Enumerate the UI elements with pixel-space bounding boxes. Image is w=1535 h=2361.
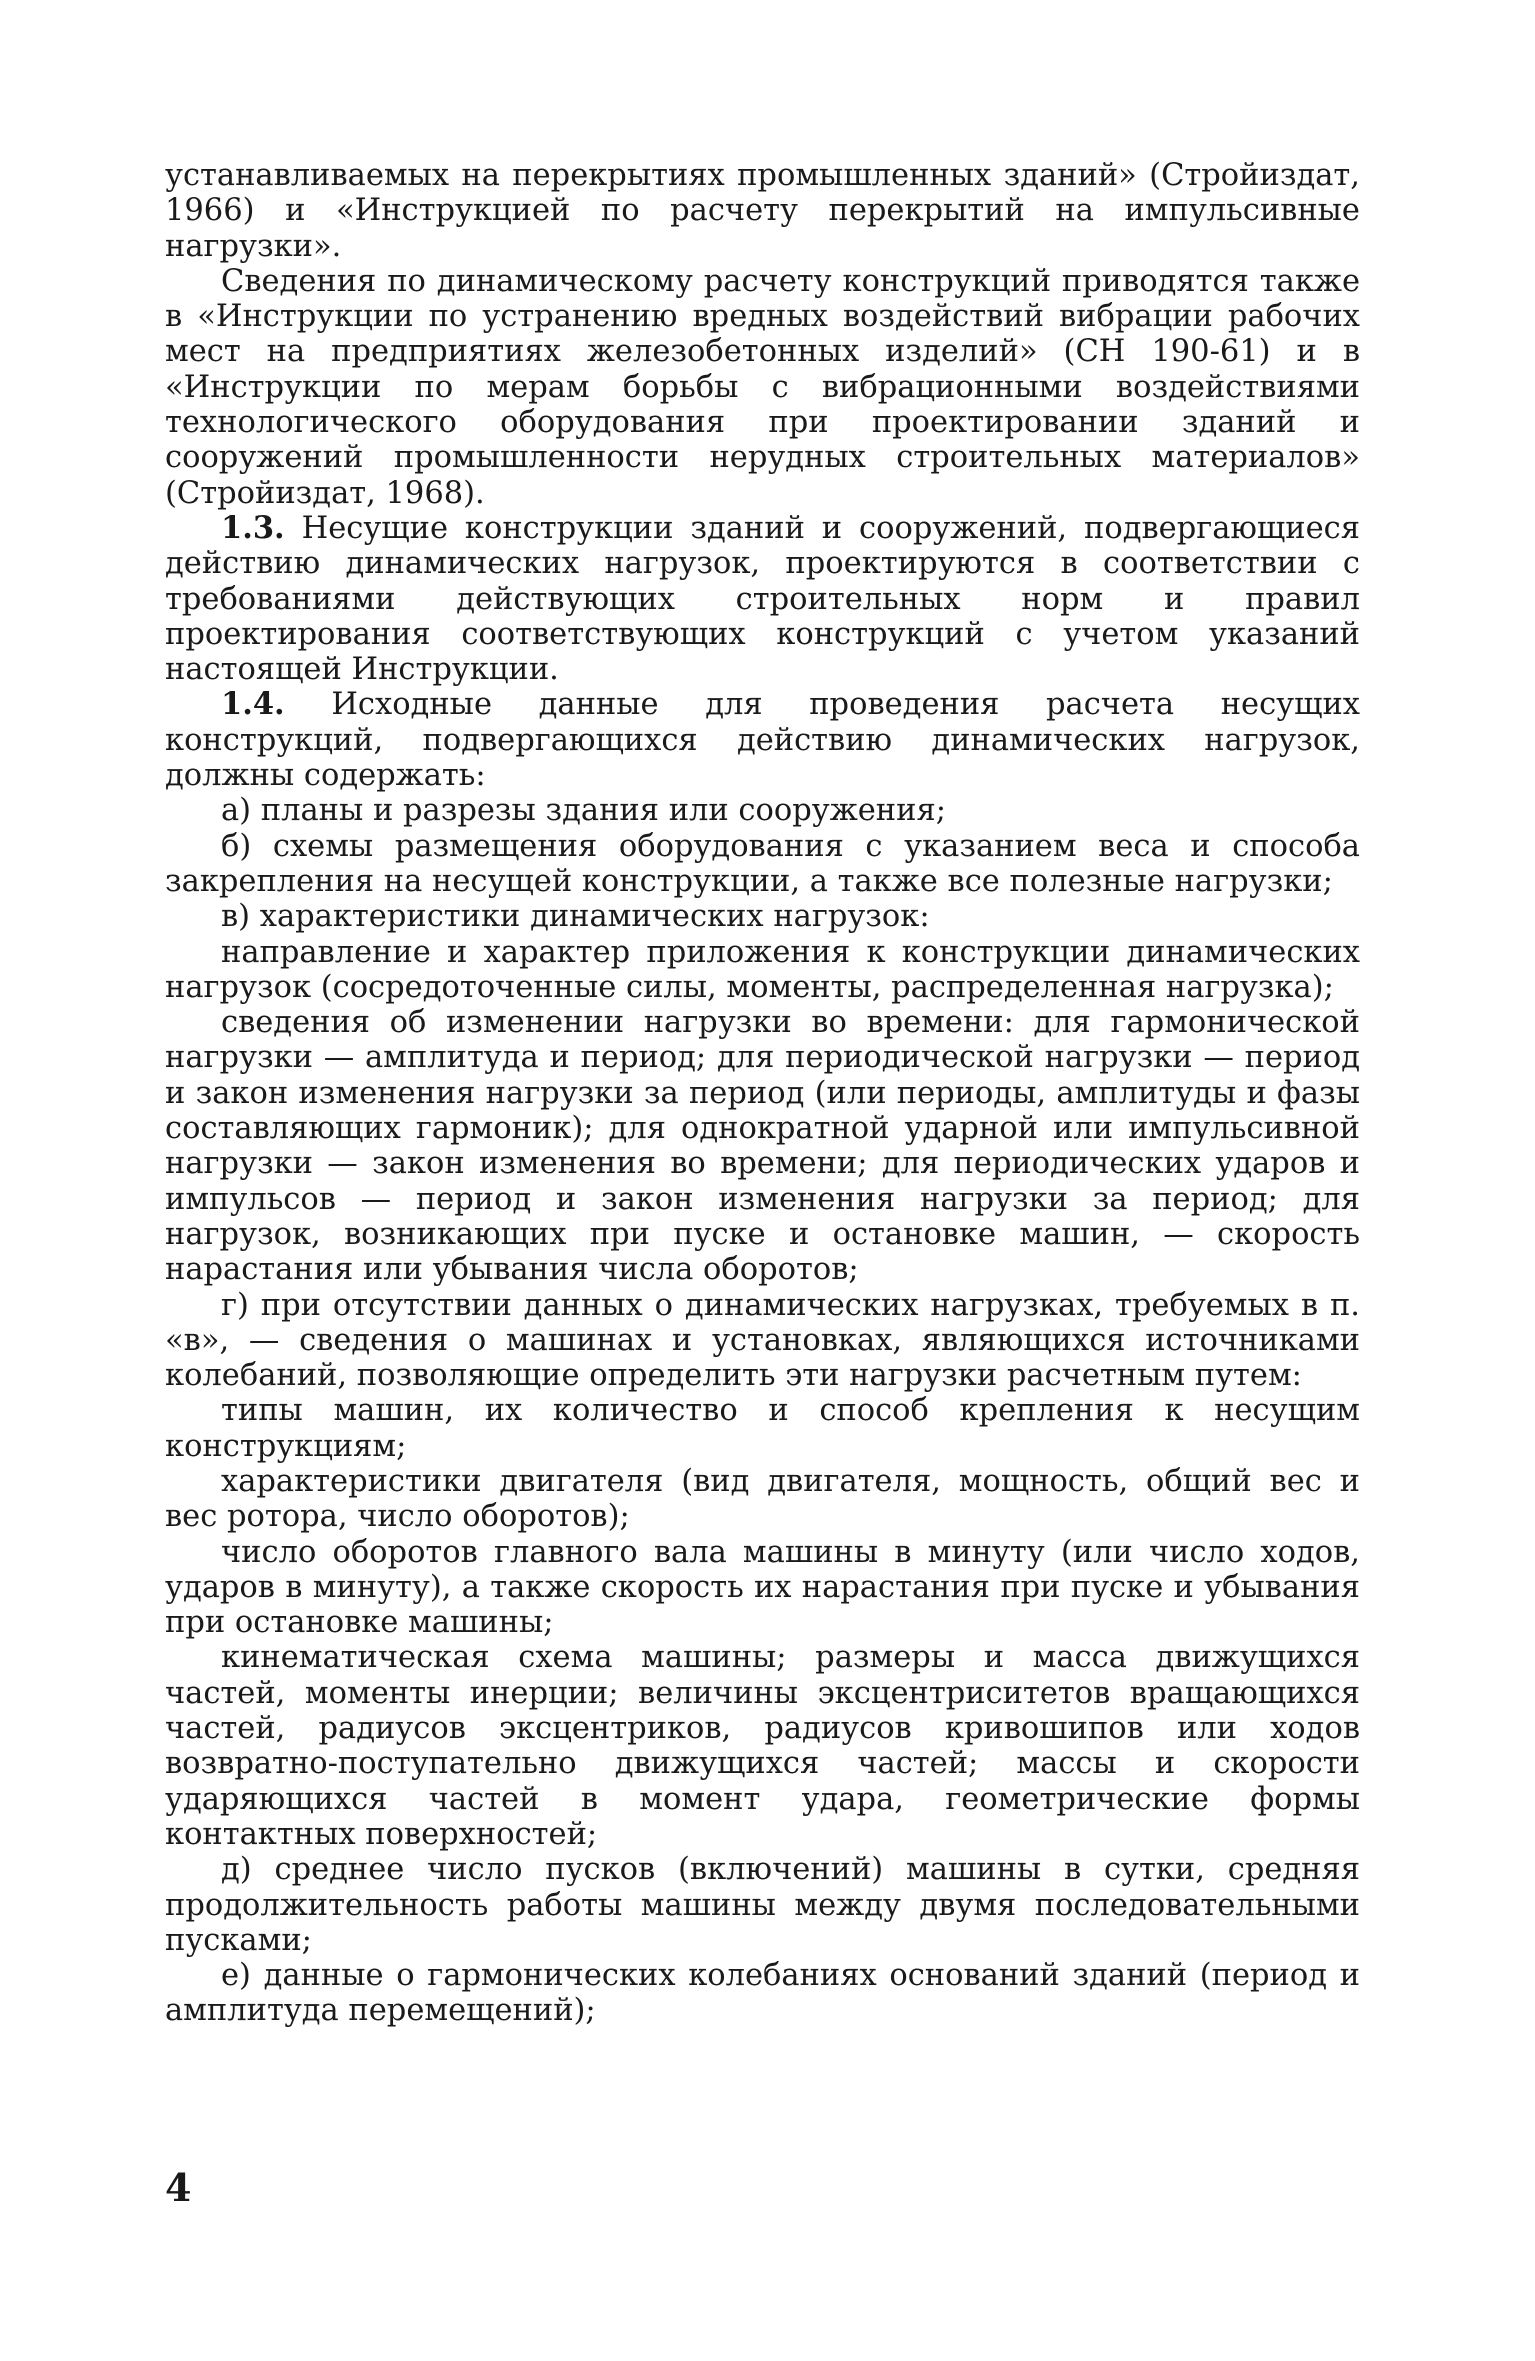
- list-item-g: г) при отсутствии данных о динамических нагрузках, требуемых в п. «в», — сведения о машинах и установках, являющихся источниками колебаний, позволяющие определить эти нагрузки расчетным путем:: [165, 1287, 1360, 1394]
- page-body: [165, 158, 1360, 2029]
- list-subitem-direction: направление и характер приложения к конструкции динамических нагрузок (сосредоточенные силы, моменты, распределенная нагрузка);: [165, 934, 1360, 1005]
- clause-number: 1.3.: [221, 509, 285, 546]
- paragraph-1-4: [165, 687, 1360, 793]
- list-item-b: б) схемы размещения оборудования с указанием веса и способа закрепления на несущей конструкции, а также все полезные нагрузки;: [165, 828, 1360, 899]
- list-subitem-time-change: сведения об изменении нагрузки во времени: для гармонической нагрузки — амплитуда и период; для периодической нагрузки — период и закон изменения нагрузки за период (или периоды, амплитуды и фазы составляющих гармоник); для однократной ударной или импульсивной нагрузки — закон изменения во времени; для периодических ударов и импульсов — период и закон изменения нагрузки за период; для нагрузок, возникающих при пуске и остановке машин, — скорость нарастания или убывания числа оборотов;: [165, 1005, 1360, 1288]
- paragraph-continuation: устанавливаемых на перекрытиях промышленных зданий» (Стройиздат, 1966) и «Инструкцией по расчету перекрытий на импульсивные нагрузки».: [165, 158, 1360, 264]
- clause-number: 1.4.: [221, 686, 285, 723]
- page-number: 4: [165, 2165, 192, 2210]
- list-subitem-engine: характеристики двигателя (вид двигателя, мощность, общий вес и вес ротора, число оборотов);: [165, 1463, 1360, 1535]
- list-item-a: а) планы и разрезы здания или сооружения;: [221, 793, 946, 829]
- clause-text: Несущие конструкции зданий и сооружений, подвергающиеся действию динамических нагрузок, проектируются в соответствии с требованиями действующих строительных норм и правил проектирования соответствующих конструкций с учетом указаний настоящей Инструкции.: [165, 510, 1360, 688]
- list-item-v: в) характеристики динамических нагрузок:: [221, 899, 930, 935]
- list-item-d: д) среднее число пусков (включений) машины в сутки, средняя продолжительность работы машины между двумя последовательными пусками;: [165, 1852, 1360, 1958]
- paragraph-1-3: [165, 511, 1360, 687]
- paragraph-references: Сведения по динамическому расчету конструкций приводятся также в «Инструкции по устранению вредных воздействий вибрации рабочих мест на предприятиях железобетонных изделий» (СН 190-61) и в «Инструкции по мерам борьбы с вибрационными воздействиями технологического оборудования при проектировании зданий и сооружений промышленности нерудных строительных материалов» (Стройиздат, 1968).: [165, 263, 1360, 511]
- list-item-e: е) данные о гармонических колебаниях оснований зданий (период и амплитуда перемещений);: [165, 1958, 1360, 2029]
- clause-text: Исходные данные для проведения расчета несущих конструкций, подвергающихся действию динамических нагрузок, должны содержать:: [165, 687, 1360, 794]
- list-subitem-kinematics: кинематическая схема машины; размеры и масса движущихся частей, моменты инерции; величины эксцентриситетов вращающихся частей, радиусов эксцентриков, радиусов кривошипов или ходов возвратно-поступательно движущихся частей; массы и скорости ударяющихся частей в момент удара, геометрические формы контактных поверхностей;: [165, 1640, 1360, 1852]
- list-subitem-machine-types: типы машин, их количество и способ крепления к несущим конструкциям;: [165, 1393, 1360, 1464]
- list-subitem-rpm: число оборотов главного вала машины в минуту (или число ходов, ударов в минуту), а также скорость их нарастания при пуске и убывания при остановке машины;: [165, 1534, 1360, 1641]
